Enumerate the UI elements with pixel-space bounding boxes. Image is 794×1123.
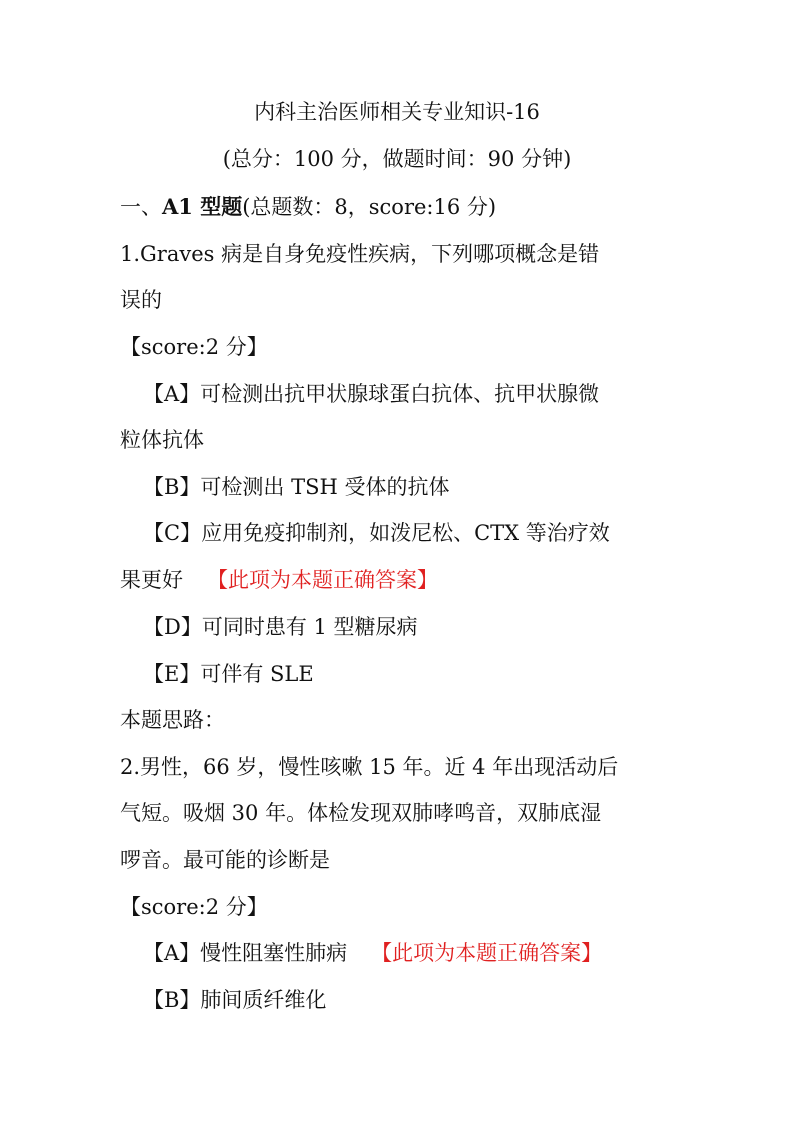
question-1-analysis-label: 本题思路： bbox=[120, 708, 225, 732]
section-prefix: 一、 bbox=[120, 195, 162, 219]
section-heading bbox=[120, 193, 496, 221]
question-1-option-c-text: 果更好 bbox=[120, 568, 183, 592]
question-2-stem-line-2: 气短。吸烟 30 年。体检发现双肺哮鸣音，双肺底湿 bbox=[120, 801, 602, 825]
question-2-stem-line-1: 2.男性，66 岁，慢性咳嗽 15 年。近 4 年出现活动后 bbox=[120, 755, 619, 779]
question-2-option-a-text: 【A】慢性阻塞性肺病 bbox=[143, 941, 348, 965]
question-1-option-c-line-2 bbox=[120, 566, 438, 594]
question-1-option-d: 【D】可同时患有 1 型糖尿病 bbox=[143, 615, 418, 639]
section-info: (总题数：8，score:16 分) bbox=[242, 195, 497, 219]
question-1-option-b: 【B】可检测出 TSH 受体的抗体 bbox=[143, 475, 450, 499]
document-title: 内科主治医师相关专业知识-16 bbox=[254, 100, 540, 124]
question-1-option-a-line-2: 粒体抗体 bbox=[120, 428, 204, 452]
question-1-option-e: 【E】可伴有 SLE bbox=[143, 662, 314, 686]
question-1-stem-line-2: 误的 bbox=[120, 288, 162, 312]
correct-answer-marker: 【此项为本题正确答案】 bbox=[371, 941, 603, 965]
section-name: A1 型题 bbox=[162, 194, 243, 219]
question-2-option-a bbox=[143, 939, 602, 967]
question-1-option-a-line-1: 【A】可检测出抗甲状腺球蛋白抗体、抗甲状腺微 bbox=[143, 382, 600, 406]
document-subtitle: (总分：100 分，做题时间：90 分钟) bbox=[222, 147, 572, 171]
question-2-score: 【score:2 分】 bbox=[120, 895, 268, 919]
question-1-stem-line-1: 1.Graves 病是自身免疫性疾病，下列哪项概念是错 bbox=[120, 242, 600, 266]
question-1-option-c-line-1: 【C】应用免疫抑制剂，如泼尼松、CTX 等治疗效 bbox=[143, 521, 610, 545]
question-2-option-b: 【B】肺间质纤维化 bbox=[143, 988, 327, 1012]
question-1-score: 【score:2 分】 bbox=[120, 335, 268, 359]
question-2-stem-line-3: 啰音。最可能的诊断是 bbox=[120, 848, 330, 872]
correct-answer-marker: 【此项为本题正确答案】 bbox=[207, 568, 438, 592]
